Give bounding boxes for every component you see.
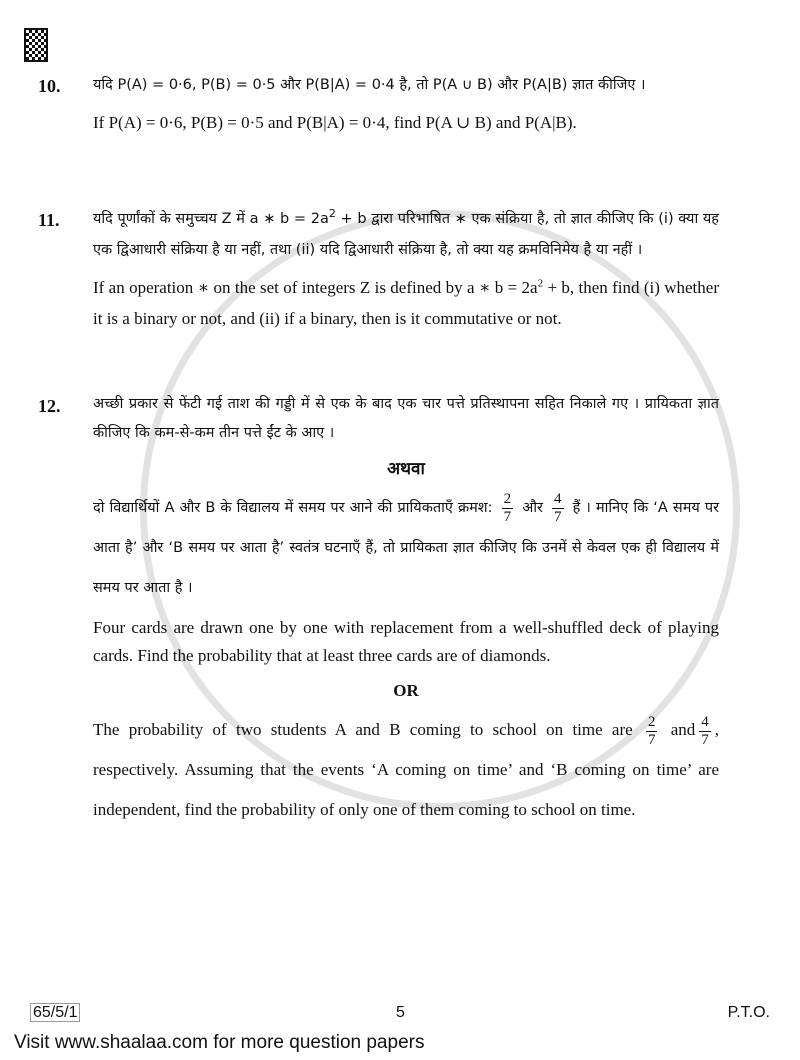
question-11-hindi [93, 204, 719, 266]
question-12-english-alt [93, 710, 719, 830]
visit-link[interactable]: Visit www.shaalaa.com for more question papers [14, 1032, 425, 1053]
or-heading: OR [393, 681, 419, 700]
question-number: 11. [38, 210, 60, 230]
text: , respectively. Assuming that the events ‘A coming on time’ and ‘B coming on time’ are independent, find the probability of only one of them coming to school on time. [93, 720, 720, 819]
text: दो विद्यार्थियों A और B के विद्यालय में समय पर आने की प्रायिकताएँ क्रमश: [93, 500, 493, 516]
fraction: $\frac{4}{7}$ [554, 490, 562, 525]
question-number: 12. [38, 396, 61, 416]
athava-heading: अथवा [387, 459, 425, 479]
text: The probability of two students A and B coming to school on time are [93, 720, 633, 739]
pto-label: P.T.O. [727, 1004, 770, 1021]
question-12-english: Four cards are drawn one by one with replacement from a well-shuffled deck of playing cards. Find the probability that at least three cards are of diamonds. [93, 618, 719, 665]
text: + b, then find (i) whether it is a binary or not, and (ii) if a binary, then is it commutative or not. [93, 278, 719, 328]
fraction: $\frac{2}{7}$ [647, 713, 656, 748]
paper-code: 65/5/1 [30, 1004, 80, 1022]
superscript: 2 [537, 277, 544, 290]
question-12-hindi: अच्छी प्रकार से फेंटी गई ताश की गड्डी में से एक के बाद एक चार पत्ते प्रतिस्थापना सहित निकाले गए । प्रायिकता ज्ञात कीजिए कि कम-से-कम तीन पत्ते ईंट के आए । [93, 396, 719, 441]
text: If an operation ∗ on the set of integers Z is defined by a ∗ b = 2a [93, 278, 538, 297]
question-11 [38, 204, 719, 340]
question-12-hindi-alt [93, 488, 719, 608]
text: and [670, 720, 696, 739]
text: + b द्वारा परिभाषित ∗ एक संक्रिया है, तो ज्ञात कीजिए कि (i) क्या यह एक द्विआधारी संक्रिया है या नहीं, तथा (ii) यदि द्विआधारी संक्रिया है, तो क्या यह क्रमविनिमेय है या नहीं । [93, 211, 719, 258]
fraction: $\frac{2}{7}$ [503, 490, 512, 525]
question-10 [38, 70, 719, 144]
question-11-english [93, 272, 719, 334]
question-number: 10. [38, 76, 61, 96]
page-number: 5 [396, 1004, 405, 1021]
superscript: 2 [328, 207, 336, 221]
fraction: $\frac{4}{7}$ [701, 713, 709, 748]
question-10-english: If P(A) = 0·6, P(B) = 0·5 and P(B|A) = 0·4, find P(A ∪ B) and P(A|B). [93, 113, 577, 132]
text: यदि पूर्णांकों के समुच्चय Z में a ∗ b = 2a [93, 211, 329, 227]
question-12 [38, 390, 719, 836]
question-10-hindi: यदि P(A) = 0·6, P(B) = 0·5 और P(B|A) = 0·4 है, तो P(A ∪ B) और P(A|B) ज्ञात कीजिए । [93, 77, 646, 93]
text: और [522, 500, 543, 516]
text: हैं । मानिए कि ‘A समय पर आता है’ और ‘B समय पर आता है’ स्वतंत्र घटनाएँ हैं, तो प्रायिकता ज्ञात कीजिए कि उनमें से केवल एक ही विद्यालय में समय पर आता है । [93, 500, 720, 596]
footer [30, 1004, 770, 1026]
